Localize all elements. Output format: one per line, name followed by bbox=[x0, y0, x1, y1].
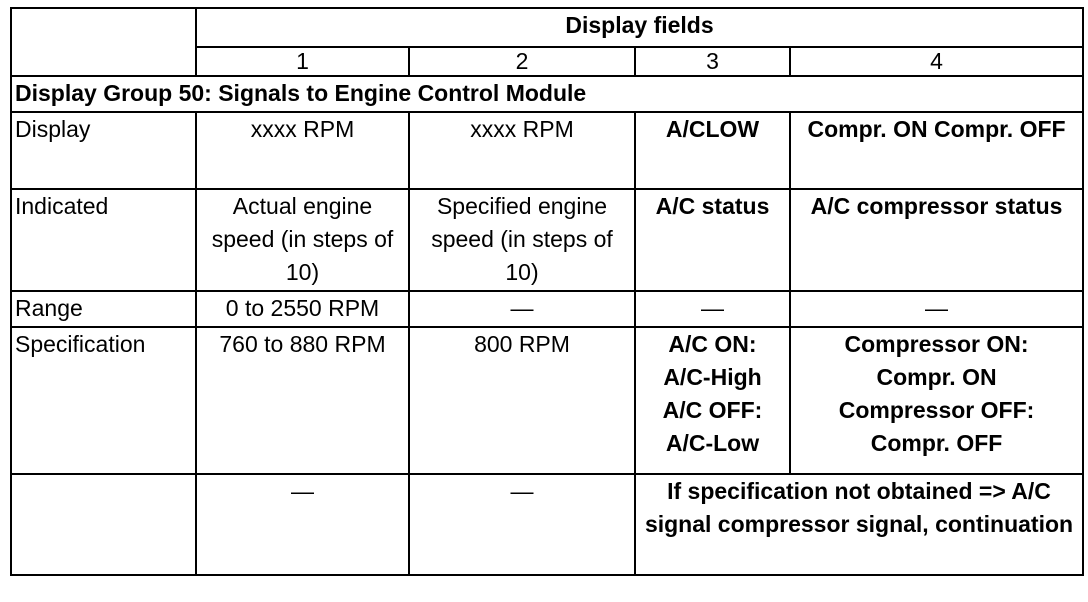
spec-field-3 bbox=[635, 327, 790, 474]
spec-field-2: 800 RPM bbox=[409, 327, 635, 474]
range-field-3: — bbox=[635, 291, 790, 327]
row-label-empty bbox=[11, 474, 196, 575]
display-field-4: Compr. ON Compr. OFF bbox=[790, 112, 1083, 189]
indicated-field-4: A/C compressor status bbox=[790, 189, 1083, 291]
table-header-row bbox=[11, 8, 1083, 47]
display-field-2: xxxx RPM bbox=[409, 112, 635, 189]
row-label-specification: Specification bbox=[11, 327, 196, 474]
spec-field-3-line: A/C ON: bbox=[668, 331, 757, 357]
table-row bbox=[11, 474, 1083, 575]
range-field-4: — bbox=[790, 291, 1083, 327]
range-field-1: 0 to 2550 RPM bbox=[196, 291, 409, 327]
group-title-row bbox=[11, 76, 1083, 112]
indicated-field-3: A/C status bbox=[635, 189, 790, 291]
display-field-3: A/CLOW bbox=[635, 112, 790, 189]
spec-field-4 bbox=[790, 327, 1083, 474]
spec-field-4-line: Compressor ON: bbox=[844, 331, 1029, 357]
last-field-2: — bbox=[409, 474, 635, 575]
display-field-1: xxxx RPM bbox=[196, 112, 409, 189]
row-label-range: Range bbox=[11, 291, 196, 327]
spec-field-1: 760 to 880 RPM bbox=[196, 327, 409, 474]
field-number-4: 4 bbox=[790, 47, 1083, 76]
display-group-table bbox=[10, 7, 1084, 576]
field-number-3: 3 bbox=[635, 47, 790, 76]
row-label-display: Display bbox=[11, 112, 196, 189]
row-label-indicated: Indicated bbox=[11, 189, 196, 291]
spec-field-3-line: A/C-Low bbox=[665, 430, 760, 456]
field-number-2: 2 bbox=[409, 47, 635, 76]
indicated-field-2: Specified engine speed (in steps of 10) bbox=[409, 189, 635, 291]
table-row bbox=[11, 189, 1083, 291]
table-corner-cell bbox=[11, 8, 196, 76]
last-field-note: If specification not obtained => A/C signal compressor signal, continuation bbox=[635, 474, 1083, 575]
group-title: Display Group 50: Signals to Engine Control Module bbox=[11, 76, 1083, 112]
field-number-1: 1 bbox=[196, 47, 409, 76]
spec-field-4-line: Compressor OFF: bbox=[838, 397, 1035, 423]
spec-field-4-line: Compr. OFF bbox=[870, 430, 1003, 456]
spec-field-3-line: A/C OFF: bbox=[662, 397, 763, 423]
range-field-2: — bbox=[409, 291, 635, 327]
table-row bbox=[11, 291, 1083, 327]
table-row bbox=[11, 327, 1083, 474]
last-field-1: — bbox=[196, 474, 409, 575]
spec-field-4-line: Compr. ON bbox=[876, 364, 997, 390]
display-fields-header: Display fields bbox=[196, 8, 1083, 47]
table-row bbox=[11, 112, 1083, 189]
indicated-field-1: Actual engine speed (in steps of 10) bbox=[196, 189, 409, 291]
spec-field-3-line: A/C-High bbox=[663, 364, 762, 390]
